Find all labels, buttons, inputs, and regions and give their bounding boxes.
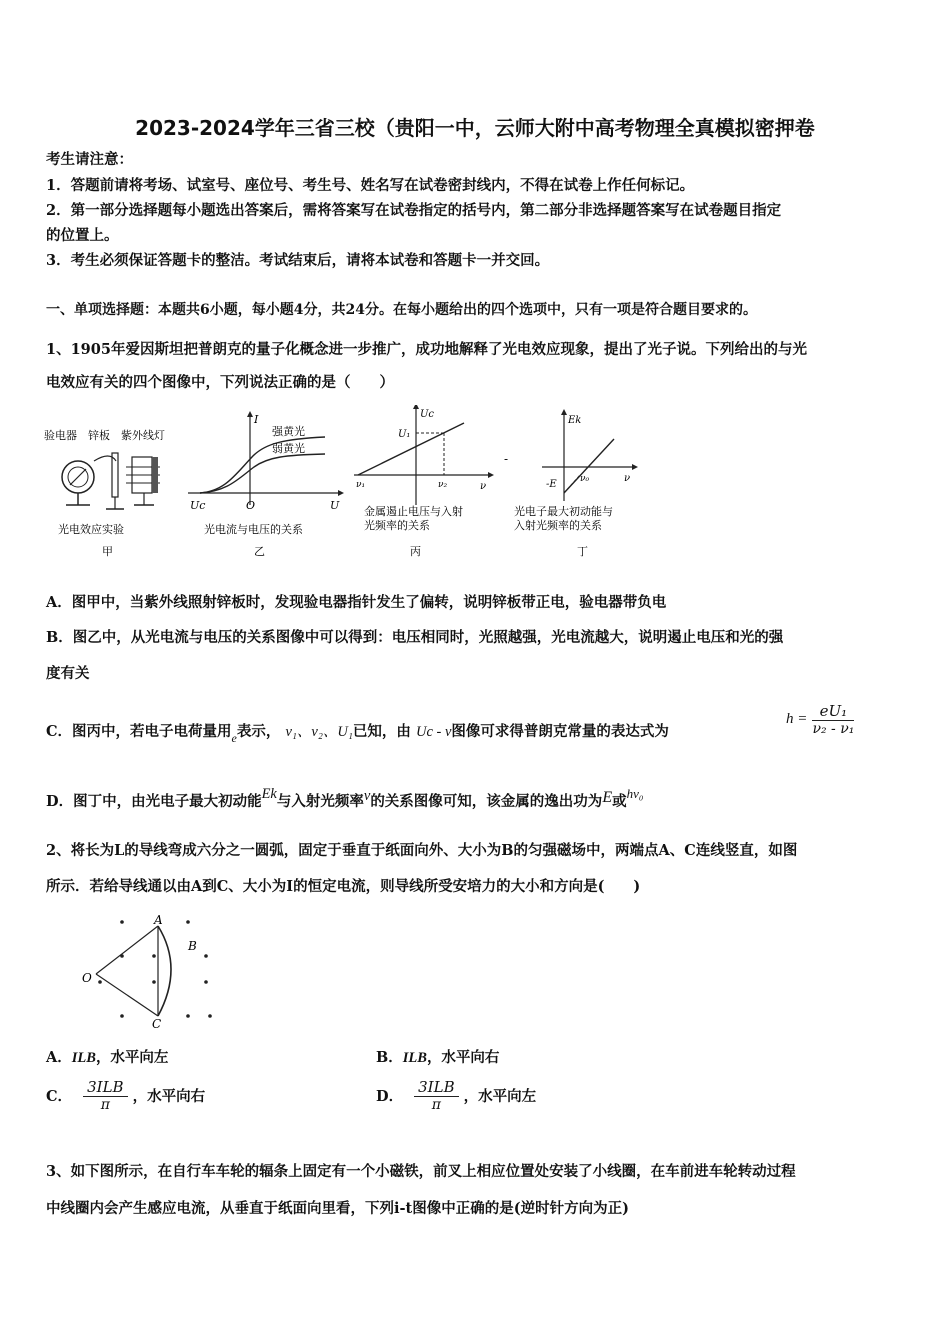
notice-item-2: 2．第一部分选择题每小题选出答案后，需将答案写在试卷指定的括号内，第二部分非选择题答案写在试卷题目指定 <box>46 202 782 219</box>
fig-yi-axis-u: U <box>330 499 340 512</box>
fig-yi-weak: 弱黄光 <box>272 442 305 455</box>
q1-formula-h: h = <box>786 711 808 727</box>
q2-option-b <box>376 1046 499 1067</box>
q2-option-d-num: 3ILB <box>414 1078 458 1097</box>
q2-option-c-den: π <box>100 1097 110 1113</box>
fig-ding-neg-e: -E <box>546 479 557 490</box>
q2-fig-c: C <box>152 1017 162 1030</box>
svg-text:-: - <box>504 452 509 466</box>
q1-option-d-ek: Ek <box>261 786 277 802</box>
fig-bing-name: 丙 <box>410 545 421 558</box>
q1-stem-line1: 1、1905年爱因斯坦把普朗克的量子化概念进一步推广，成功地解释了光电效应现象，提出了光子说。下列给出的与光 <box>46 341 807 358</box>
fig-bing-axis: Uc <box>420 409 435 420</box>
q1-figures <box>40 405 650 565</box>
q1-option-d-hv0: hν₀ <box>626 786 644 801</box>
q2-option-d-den: π <box>431 1097 441 1113</box>
fig-ding-axis-ek: Ek <box>568 415 582 426</box>
fig-ding-caption-1: 光电子最大初动能与 <box>514 505 613 518</box>
q2-option-c <box>46 1078 205 1113</box>
fig-ding <box>504 409 638 558</box>
fig-ding-name: 丁 <box>577 545 588 558</box>
notice-heading: 考生请注意： <box>46 151 133 168</box>
fig-ding-caption-2: 入射光频率的关系 <box>514 519 602 532</box>
q1-formula-den: ν₂ - ν₁ <box>812 721 855 737</box>
q2-fig-b: B <box>188 939 197 953</box>
q2-option-b-text: ，水平向右 <box>426 1049 500 1066</box>
q1-option-c-formula <box>786 702 854 737</box>
fig-yi <box>188 411 344 558</box>
q2-stem-line2: 所示．若给导线通以由A到C、大小为I的恒定电流，则导线所受安培力的大小和方向是( ) <box>46 878 641 895</box>
q2-option-c-label: C． <box>46 1088 73 1105</box>
fig-bing <box>354 405 494 558</box>
fig-yi-strong: 强黄光 <box>272 425 305 438</box>
q1-option-d-E: E <box>602 789 613 806</box>
q1-option-d-or: 或 <box>612 793 627 810</box>
q1-option-c-vars: ν₁、ν₂、U₁ <box>285 724 353 740</box>
page-title: 2023-2024学年三省三校（贵阳一中，云师大附中高考物理全真模拟密押卷 <box>135 116 815 140</box>
q2-option-c-text: ，水平向右 <box>132 1088 206 1105</box>
q2-option-b-expr: ILB <box>402 1050 427 1066</box>
q2-fig-a: A <box>154 913 163 927</box>
q2-option-c-fraction <box>83 1078 127 1113</box>
q1-option-c-text4: 图像可求得普朗克常量的表达式为 <box>451 723 669 740</box>
q2-fig-o: O <box>82 971 92 985</box>
q2-option-b-label: B． <box>376 1049 403 1066</box>
q1-option-c <box>46 722 908 745</box>
q2-option-a-label: A． <box>46 1049 72 1066</box>
fig-jia-name: 甲 <box>102 545 113 558</box>
q1-option-d-text1: D．图丁中，由光电子最大初动能 <box>46 793 262 810</box>
section-heading: 一、单项选择题：本题共6小题，每小题4分，共24分。在每小题给出的四个选项中，只有一项是符合题目要求的。 <box>46 302 757 318</box>
q1-option-d <box>46 786 908 812</box>
fig-yi-origin: O <box>246 499 256 512</box>
q1-formula-num: eU₁ <box>812 702 854 721</box>
q1-option-c-text3: 已知，由 <box>352 723 411 740</box>
q3-stem-line2: 中线圈内会产生感应电流，从垂直于纸面向里看，下列i-t图像中正确的是(逆时针方向为正) <box>46 1200 629 1217</box>
notice-item-2-cont: 的位置上。 <box>46 227 119 244</box>
fig-ding-v0: ν₀ <box>580 474 590 484</box>
fig-yi-axis-i: I <box>254 413 259 426</box>
fig-bing-v2: ν₂ <box>438 480 448 490</box>
fig-bing-axis-v: ν <box>480 481 487 492</box>
q2-option-d-fraction <box>414 1078 458 1113</box>
fig-jia-caption: 光电效应实验 <box>58 523 124 536</box>
q1-stem-line2: 电效应有关的四个图像中，下列说法正确的是（ ） <box>46 374 394 391</box>
fig-ding-axis-v: ν <box>624 473 631 484</box>
fig-jia-top-labels: 验电器 锌板 紫外线灯 <box>44 429 165 442</box>
q2-option-d <box>376 1078 536 1113</box>
q1-option-c-graph: Uc - ν <box>415 724 452 740</box>
fig-jia <box>44 428 165 558</box>
fig-yi-caption: 光电流与电压的关系 <box>204 523 303 536</box>
q2-option-a <box>46 1046 168 1067</box>
fig-bing-caption-2: 光频率的关系 <box>364 519 430 532</box>
q3-stem-line1: 3、如下图所示，在自行车车轮的辐条上固定有一个小磁铁，前叉上相应位置处安装了小线圈，在车前进车轮转动过程 <box>46 1163 796 1180</box>
q1-formula-fraction <box>812 702 854 737</box>
q2-figure <box>76 912 226 1030</box>
q1-option-c-text1: C．图丙中，若电子电荷量用 <box>46 723 232 740</box>
q1-option-d-text2: 与入射光频率 <box>276 793 364 810</box>
q2-option-c-num: 3ILB <box>83 1078 127 1097</box>
q2-option-a-expr: ILB <box>71 1050 96 1066</box>
fig-yi-uc: Uc <box>190 499 206 512</box>
q1-option-c-e: e <box>231 731 237 745</box>
fig-bing-caption-1: 金属遏止电压与入射 <box>364 505 463 518</box>
fig-bing-v1: ν₁ <box>356 480 366 490</box>
q1-option-b-line2: 度有关 <box>46 665 90 682</box>
q2-stem-line1: 2、将长为L的导线弯成六分之一圆弧，固定于垂直于纸面向外、大小为B的匀强磁场中，两端点A、C连线竖直，如图 <box>46 842 798 859</box>
q1-option-d-v: ν <box>363 788 371 804</box>
q2-option-d-text: ，水平向左 <box>463 1088 537 1105</box>
q1-option-b-line1: B．图乙中，从光电流与电压的关系图像中可以得到：电压相同时，光照越强，光电流越大，说明遏止电压和光的强 <box>46 629 784 646</box>
q2-option-d-label: D． <box>376 1088 404 1105</box>
fig-yi-name: 乙 <box>254 545 265 558</box>
q1-option-c-text2: 表示， <box>236 723 281 740</box>
q1-option-a: A．图甲中，当紫外线照射锌板时，发现验电器指针发生了偏转，说明锌板带正电，验电器带负电 <box>46 594 667 611</box>
fig-bing-u1: U₁ <box>398 429 411 440</box>
notice-item-3: 3．考生必须保证答题卡的整洁。考试结束后，请将本试卷和答题卡一并交回。 <box>46 252 550 269</box>
q1-option-d-text3: 的关系图像可知，该金属的逸出功为 <box>370 793 603 810</box>
notice-item-1: 1．答题前请将考场、试室号、座位号、考生号、姓名写在试卷密封线内，不得在试卷上作任何标记。 <box>46 177 695 194</box>
q2-option-a-text: ，水平向左 <box>95 1049 169 1066</box>
